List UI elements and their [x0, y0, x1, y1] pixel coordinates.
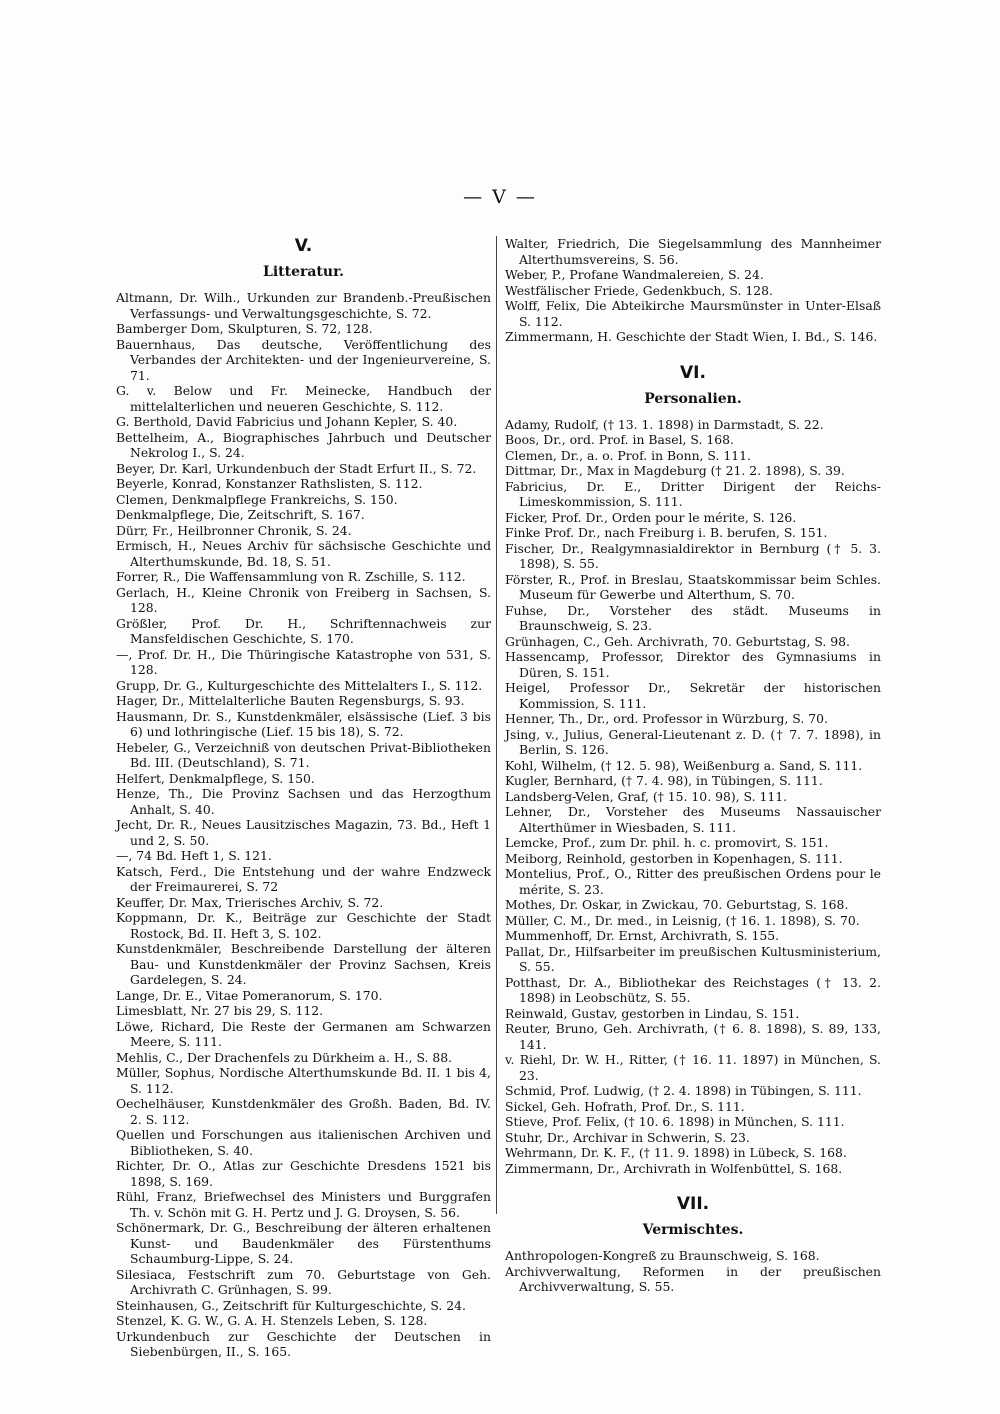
index-entry: Ficker, Prof. Dr., Orden pour le mérite, S. 126. [505, 509, 797, 525]
index-entry: Lehner, Dr., Vorsteher des Museums Nassauischer Alterthümer in Wiesbaden, S. 111. [505, 804, 881, 835]
index-entry: —, 74 Bd. Heft 1, S. 121. [116, 848, 272, 863]
index-entry: Steinhausen, G., Zeitschrift für Kulturgeschichte, S. 24. [116, 1297, 466, 1313]
index-entry: Fuhse, Dr., Vorsteher des städt. Museums in Braunschweig, S. 23. [505, 602, 881, 633]
index-entry: Mehlis, C., Der Drachenfels zu Dürkheim a. H., S. 88. [116, 1049, 453, 1065]
index-entry: Stenzel, K. G. W., G. A. H. Stenzels Leben, S. 128. [116, 1313, 428, 1328]
index-entry: Mothes, Dr. Oskar, in Zwickau, 70. Geburtstag, S. 168. [505, 897, 849, 912]
right-column [505, 236, 881, 1295]
index-entry: Grünhagen, C., Geh. Archivrath, 70. Geburtstag, S. 98. [505, 633, 850, 649]
index-entry: Silesiaca, Festschrift zum 70. Geburtstage von Geh. Archivrath C. Grünhagen, S. 99. [116, 1266, 491, 1297]
index-entry: Müller, Sophus, Nordische Alterthumskunde Bd. II. 1 bis 4, S. 112. [116, 1065, 491, 1096]
index-entry: Koppmann, Dr. K., Beiträge zur Geschichte der Stadt Rostock, Bd. II. Heft 3, S. 102. [116, 910, 491, 941]
index-entry: Gerlach, H., Kleine Chronik von Freiberg in Sachsen, S. 128. [116, 584, 491, 615]
index-entry: Westfälischer Friede, Gedenkbuch, S. 128. [505, 282, 773, 298]
index-entry: Archivverwaltung, Reformen in der preußischen Archivverwaltung, S. 55. [505, 1263, 881, 1294]
index-entry: Urkundenbuch zur Geschichte der Deutschen in Siebenbürgen, II., S. 165. [116, 1328, 491, 1359]
index-entry: Stieve, Prof. Felix, († 10. 6. 1898) in München, S. 111. [505, 1114, 845, 1129]
index-entry: Fischer, Dr., Realgymnasialdirektor in Bernburg († 5. 3. 1898), S. 55. [505, 540, 881, 571]
index-entry: Quellen und Forschungen aus italienischen Archiven und Bibliotheken, S. 40. [116, 1127, 491, 1158]
index-entry: Clemen, Dr., a. o. Prof. in Bonn, S. 111. [505, 447, 751, 463]
left-column [116, 236, 491, 1360]
index-entry: Bamberger Dom, Skulpturen, S. 72, 128. [116, 321, 373, 336]
index-entry: Stuhr, Dr., Archivar in Schwerin, S. 23. [505, 1129, 750, 1145]
index-entry: Walter, Friedrich, Die Siegelsammlung des Mannheimer Alterthumsvereins, S. 56. [505, 236, 881, 267]
index-entry: Pallat, Dr., Hilfsarbeiter im preußischen Kultusministerium, S. 55. [505, 943, 881, 974]
index-entry: Altmann, Dr. Wilh., Urkunden zur Brandenb.-Preußischen Verfassungs- und Verwaltungsgeschichte, S. 72. [116, 290, 491, 321]
index-entry: Reinwald, Gustav, gestorben in Lindau, S. 151. [505, 1005, 800, 1021]
index-entry: Adamy, Rudolf, († 13. 1. 1898) in Darmstadt, S. 22. [505, 416, 824, 432]
index-entry: Clemen, Denkmalpflege Frankreichs, S. 150. [116, 491, 398, 507]
index-entry: Mummenhoff, Dr. Ernst, Archivrath, S. 155. [505, 928, 780, 943]
index-entry: Hager, Dr., Mittelalterliche Bauten Regensburgs, S. 93. [116, 693, 465, 708]
index-entry: Potthast, Dr. A., Bibliothekar des Reichstages († 13. 2. 1898) in Leobschütz, S. 55. [505, 974, 881, 1005]
index-entry: Müller, C. M., Dr. med., in Leisnig, († 16. 1. 1898), S. 70. [505, 912, 860, 928]
index-entry: Hausmann, Dr. S., Kunstdenkmäler, elsässische (Lief. 3 bis 6) und lothringische (Lief. 15 bis 18), S. 72. [116, 708, 491, 739]
index-entry: Jecht, Dr. R., Neues Lausitzisches Magazin, 73. Bd., Heft 1 und 2, S. 50. [116, 817, 491, 848]
index-entry: Richter, Dr. O., Atlas zur Geschichte Dresdens 1521 bis 1898, S. 169. [116, 1158, 491, 1189]
index-entry: Katsch, Ferd., Die Entstehung und der wahre Endzweck der Freimaurerei, S. 72 [116, 863, 491, 894]
index-entry: Helfert, Denkmalpflege, S. 150. [116, 770, 315, 786]
section-title-vermischtes: Vermischtes. [642, 1222, 744, 1238]
index-entry: Bettelheim, A., Biographisches Jahrbuch und Deutscher Nekrolog I., S. 24. [116, 429, 491, 460]
index-entry: Förster, R., Prof. in Breslau, Staatskommissar beim Schles. Museum für Gewerbe und Alterthum, S. 70. [505, 571, 881, 602]
index-entry: Dittmar, Dr., Max in Magdeburg († 21. 2. 1898), S. 39. [505, 463, 845, 478]
index-entry: Dürr, Fr., Heilbronner Chronik, S. 24. [116, 522, 352, 538]
index-entry: Keuffer, Dr. Max, Trierisches Archiv, S. 72. [116, 894, 384, 910]
index-entry: Heigel, Professor Dr., Sekretär der historischen Kommission, S. 111. [505, 680, 881, 711]
index-entry: G. Berthold, David Fabricius und Johann Kepler, S. 40. [116, 414, 458, 429]
index-entry: Beyer, Dr. Karl, Urkundenbuch der Stadt Erfurt II., S. 72. [116, 460, 477, 476]
index-entry: Ermisch, H., Neues Archiv für sächsische Geschichte und Alterthumskunde, Bd. 18, S. 51. [116, 538, 491, 569]
personalien-list [505, 417, 881, 1177]
section-title-personalien: Personalien. [644, 390, 742, 407]
vermischtes-list [505, 1248, 881, 1295]
index-entry: Grupp, Dr. G., Kulturgeschichte des Mittelalters I., S. 112. [116, 677, 483, 693]
index-entry: Größler, Prof. Dr. H., Schriftennachweis zur Mansfeldischen Geschichte, S. 170. [116, 615, 491, 646]
index-entry: Schmid, Prof. Ludwig, († 2. 4. 1898) in Tübingen, S. 111. [505, 1083, 862, 1098]
index-entry: Montelius, Prof., O., Ritter des preußischen Ordens pour le mérite, S. 23. [505, 866, 881, 897]
index-entry: Reuter, Bruno, Geh. Archivrath, († 6. 8. 1898), S. 89, 133, 141. [505, 1021, 881, 1052]
litteratur-list [116, 290, 491, 1360]
index-entry: Weber, P., Profane Wandmalereien, S. 24. [505, 267, 764, 282]
index-entry: Limesblatt, Nr. 27 bis 29, S. 112. [116, 1003, 324, 1018]
index-entry: Schönermark, Dr. G., Beschreibung der älteren erhaltenen Kunst- und Baudenkmäler des Fürstenthums Schaumburg-Lippe, S. 24. [116, 1220, 491, 1266]
index-entry: Hassencamp, Professor, Direktor des Gymnasiums in Düren, S. 151. [505, 649, 881, 680]
index-entry: Finke Prof. Dr., nach Freiburg i. B. berufen, S. 151. [505, 525, 828, 540]
index-entry: Jsing, v., Julius, General-Lieutenant z. D. († 7. 7. 1898), in Berlin, S. 126. [505, 726, 881, 757]
index-entry: Beyerle, Konrad, Konstanzer Rathslisten, S. 112. [116, 476, 423, 491]
index-entry: Forrer, R., Die Waffensammlung von R. Zschille, S. 112. [116, 569, 466, 584]
index-entry: v. Riehl, Dr. W. H., Ritter, († 16. 11. 1897) in München, S. 23. [505, 1052, 881, 1083]
section-title-litteratur: Litteratur. [262, 264, 345, 280]
index-entry: Denkmalpflege, Die, Zeitschrift, S. 167. [116, 507, 365, 522]
index-entry: Hebeler, G., Verzeichniß von deutschen Privat-Bibliotheken Bd. III. (Deutschland), S. 71. [116, 739, 491, 770]
index-entry: Wolff, Felix, Die Abteikirche Maursmünster in Unter-Elsaß S. 112. [505, 298, 881, 329]
column-divider [496, 236, 497, 1214]
index-entry: Lemcke, Prof., zum Dr. phil. h. c. promovirt, S. 151. [505, 835, 829, 850]
index-entry: —, Prof. Dr. H., Die Thüringische Katastrophe von 531, S. 128. [116, 646, 491, 677]
section-numeral-vii: VII. [676, 1194, 710, 1214]
index-entry: Henze, Th., Die Provinz Sachsen und das Herzogthum Anhalt, S. 40. [116, 786, 491, 817]
index-entry: Kohl, Wilhelm, († 12. 5. 98), Weißenburg a. Sand, S. 111. [505, 757, 863, 773]
index-entry: Zimmermann, Dr., Archivrath in Wolfenbüttel, S. 168. [505, 1160, 843, 1176]
index-entry: Fabricius, Dr. E., Dritter Dirigent der Reichs-Limeskommission, S. 111. [505, 478, 881, 509]
index-entry: Kunstdenkmäler, Beschreibende Darstellung der älteren Bau- und Kunstdenkmäler der Provinz Sachsen, Kreis Gardelegen, S. 24. [116, 941, 491, 987]
index-entry: G. v. Below und Fr. Meinecke, Handbuch der mittelalterlichen und neueren Geschichte, S. 112. [116, 383, 491, 414]
section-numeral-v: V. [294, 236, 313, 256]
index-entry: Rühl, Franz, Briefwechsel des Ministers und Burggrafen Th. v. Schön mit G. H. Pertz und J. G. Droysen, S. 56. [116, 1189, 491, 1220]
index-entry: Landsberg-Velen, Graf, († 15. 10. 98), S. 111. [505, 788, 788, 804]
index-entry: Oechelhäuser, Kunstdenkmäler des Großh. Baden, Bd. IV. 2. S. 112. [116, 1096, 491, 1127]
index-entry: Anthropologen-Kongreß zu Braunschweig, S. 168. [505, 1248, 820, 1263]
index-entry: Löwe, Richard, Die Reste der Germanen am Schwarzen Meere, S. 111. [116, 1018, 491, 1049]
index-entry: Henner, Th., Dr., ord. Professor in Würzburg, S. 70. [505, 711, 828, 726]
index-entry: Sickel, Geh. Hofrath, Prof. Dr., S. 111. [505, 1098, 745, 1114]
index-entry: Zimmermann, H. Geschichte der Stadt Wien, I. Bd., S. 146. [505, 329, 878, 344]
page-header: — V — [463, 186, 537, 208]
index-entry: Meiborg, Reinhold, gestorben in Kopenhagen, S. 111. [505, 850, 843, 866]
index-entry: Wehrmann, Dr. K. F., († 11. 9. 1898) in Lübeck, S. 168. [505, 1145, 847, 1160]
litteratur-list-continued [505, 236, 881, 345]
index-entry: Bauernhaus, Das deutsche, Veröffentlichung des Verbandes der Architekten- und der Ingenieurvereine, S. 71. [116, 336, 491, 383]
index-entry: Kugler, Bernhard, († 7. 4. 98), in Tübingen, S. 111. [505, 773, 823, 788]
index-entry: Lange, Dr. E., Vitae Pomeranorum, S. 170. [116, 987, 383, 1003]
section-numeral-vi: VI. [680, 362, 706, 383]
index-entry: Boos, Dr., ord. Prof. in Basel, S. 168. [505, 432, 734, 447]
